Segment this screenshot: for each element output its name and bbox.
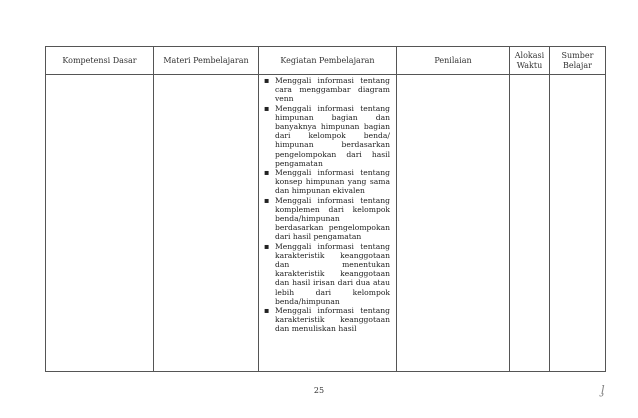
list-item: ▪ Menggali informasi tentang karakteristik keanggotaan dan menentukan karakteristik keanggotaan dan hasil irisan dari dua atau lebih dari kelompok benda/himpunan xyxy=(275,242,390,306)
cell-alokasi-waktu xyxy=(510,75,550,372)
header-alokasi-waktu: Alokasi Waktu xyxy=(510,47,550,75)
page-number: 25 xyxy=(313,386,325,395)
list-item: ▪ Menggali informasi tentang komplemen dari kelompok benda/himpunan berdasarkan pengelompokan dari hasil pengamatan xyxy=(275,196,390,242)
header-row xyxy=(46,47,606,75)
cell-materi-pembelajaran xyxy=(154,75,259,372)
cell-sumber-belajar xyxy=(550,75,606,372)
list-item: ▪ Menggali informasi tentang konsep himpunan yang sama dan himpunan ekivalen xyxy=(275,168,390,196)
cell-kegiatan-pembelajaran xyxy=(259,75,397,372)
header-kompetensi-dasar: Kompetensi Dasar xyxy=(46,47,154,75)
corner-mark: ᶅ xyxy=(600,383,604,397)
list-item: ▪ Menggali informasi tentang cara menggambar diagram venn xyxy=(275,76,390,104)
kegiatan-list xyxy=(259,75,396,334)
header-sumber-belajar: Sumber Belajar xyxy=(550,47,606,75)
cell-kompetensi-dasar xyxy=(46,75,154,372)
table-row xyxy=(46,75,606,372)
list-item: ▪ Menggali informasi tentang himpunan bagian dan banyaknya himpunan bagian dari kelompok benda/ himpunan berdasarkan pengelompokan dari hasil pengamatan xyxy=(275,104,390,168)
header-materi-pembelajaran: Materi Pembelajaran xyxy=(154,47,259,75)
header-kegiatan-pembelajaran: Kegiatan Pembelajaran xyxy=(259,47,397,75)
list-item: ▪ Menggali informasi tentang karakteristik keanggotaan dan menuliskan hasil xyxy=(275,306,390,334)
cell-penilaian xyxy=(397,75,510,372)
lesson-plan-table xyxy=(45,46,606,372)
header-penilaian: Penilaian xyxy=(397,47,510,75)
